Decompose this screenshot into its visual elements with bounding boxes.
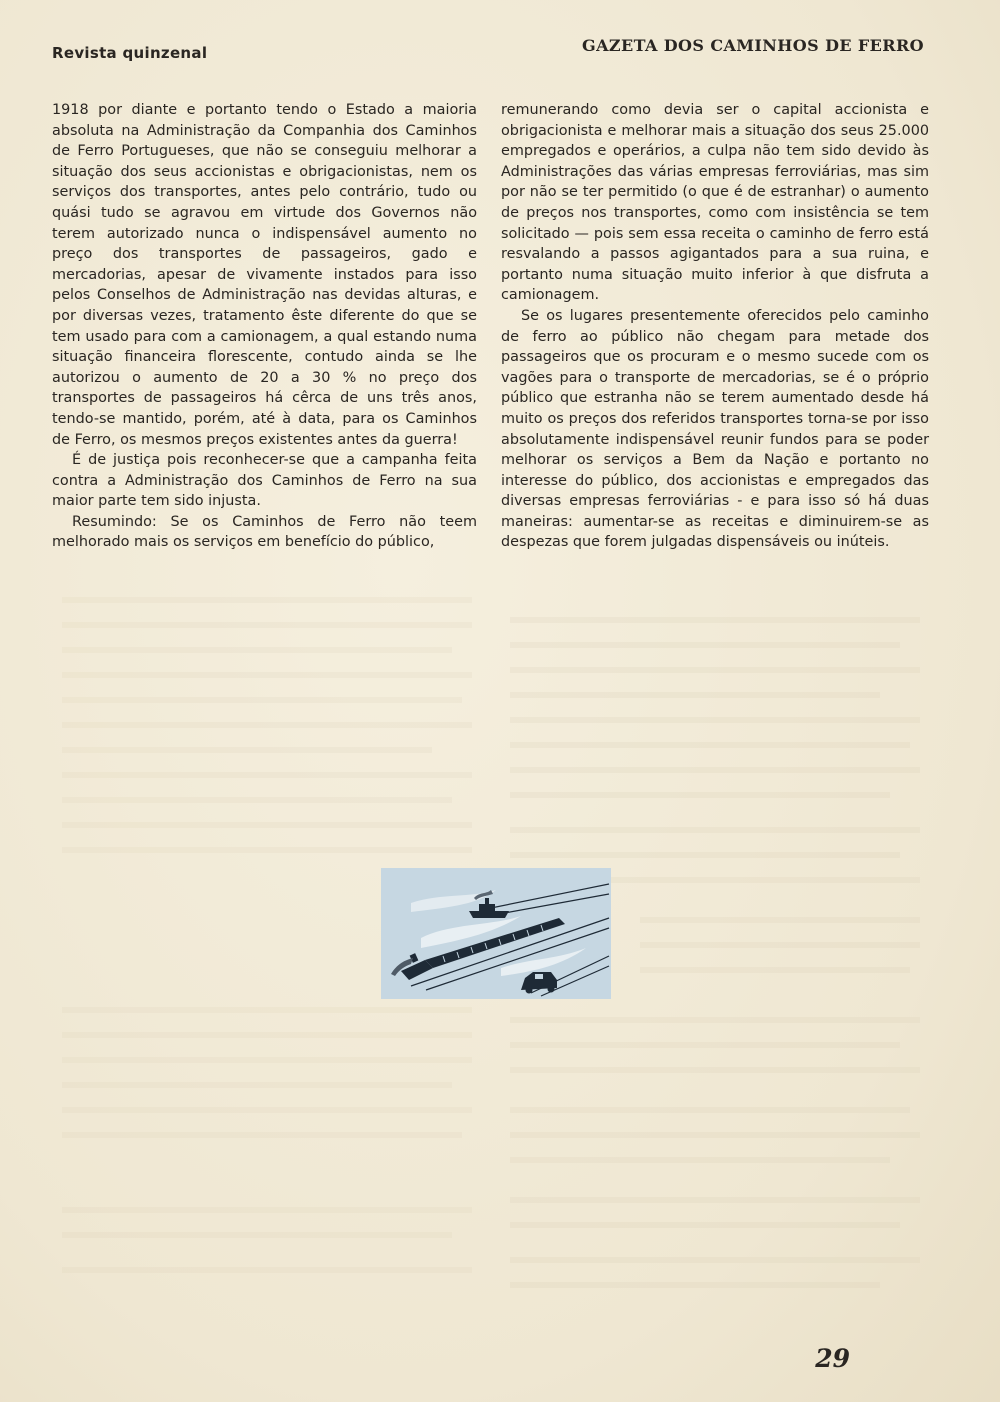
paragraph: Resumindo: Se os Caminhos de Ferro não teem melhorado mais os serviços em benefício do público, [52,513,477,551]
right-column [501,100,929,553]
header-right-title: GAZETA DOS CAMINHOS DE FERRO [582,36,924,55]
illustration-icon [381,868,611,999]
paragraph: 1918 por diante e portanto tendo o Estado a maioria absoluta na Administração da Companhia dos Caminhos de Ferro Portugueses, que não se conseguiu melhorar a situação dos seus accionistas e obrigacionistas, nem os serviços dos transportes, antes pelo contrário, tudo ou quási tudo se agravou em virtude dos Governos não terem autorizado nunca o indispensável aumento no preço dos transportes de passageiros, gado e mercadorias, apesar de vivamente instados para isso pelos Conselhos de Administração nas devidas alturas, e por diversas vezes, tratamento êste diferente do que se tem usado para com a camionagem, a qual estando numa situação financeira florescente, contudo ainda se lhe autorizou o aumento de 20 a 30 % no preço dos transportes de passageiros há cêrca de uns três anos, tendo-se mantido, porém, até à data, para os Caminhos de Ferro, os mesmos preços existentes antes da guerra! [52,102,477,448]
ship-train-car-illustration [381,868,611,999]
paragraph: Se os lugares presentemente oferecidos pelo caminho de ferro ao público não chegam para metade dos passageiros que os procuram e o mesmo sucede com os vagões para o transporte de mercadorias, se é o próprio público que estranha não se terem aumentado desde há muito os preços dos referidos transportes torna-se por isso absolutamente indispensável reunir fundos para se poder melhorar os serviços a Bem da Nação e portanto no interesse do público, dos accionistas e empregados das diversas empresas ferroviárias - e para isso só há duas maneiras: aumentar-se as receitas e diminuirem-se as despezas que forem julgadas dispensáveis ou inúteis. [501,307,929,551]
header-left-title: Revista quinzenal [52,44,208,62]
left-column [52,100,477,553]
paragraph: É de justiça pois reconhecer-se que a campanha feita contra a Administração dos Caminhos de Ferro na sua maior parte tem sido injusta. [52,452,477,510]
page-number: 29 [815,1344,850,1373]
paragraph: remunerando como devia ser o capital accionista e obrigacionista e melhorar mais a situação dos seus 25.000 empregados e operários, a culpa não tem sido devido às Administrações das várias empresas ferroviárias, mas sim por não se ter permitido (o que é de estranhar) o aumento de preços nos transportes, como com insistência se tem solicitado — pois sem essa receita o caminho de ferro está resvalando a passos agigantados para a sua ruina, e portanto numa situação muito inferior à que disfruta a camionagem. [501,102,929,304]
